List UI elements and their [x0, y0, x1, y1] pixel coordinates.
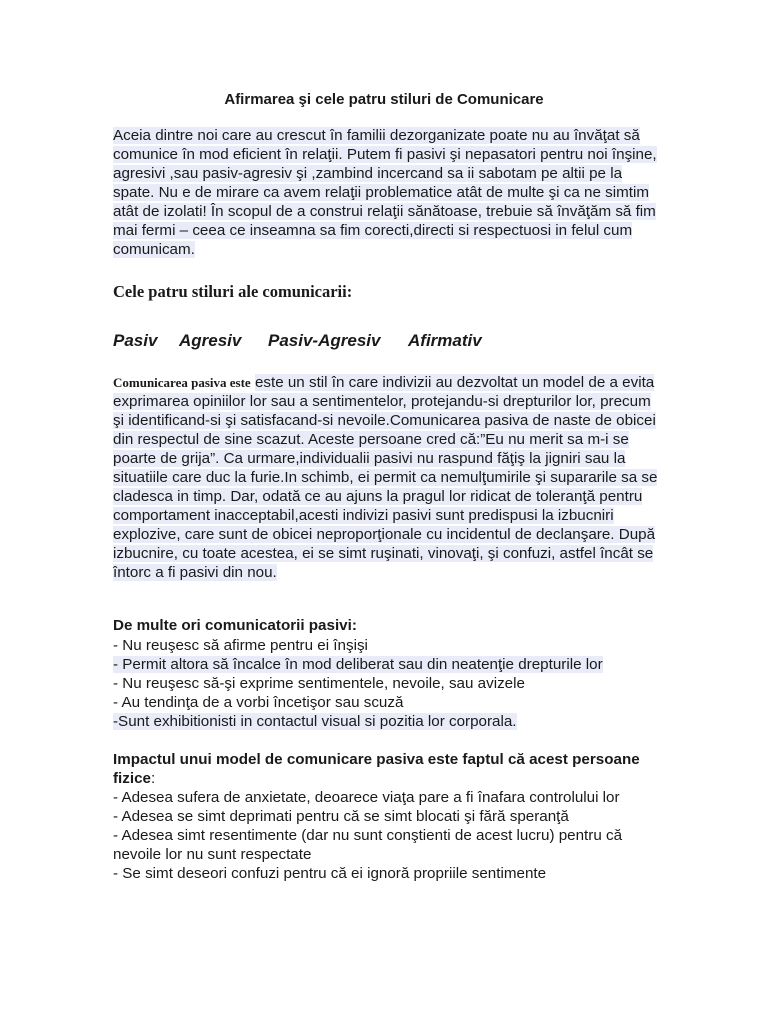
styles-heading: Cele patru stiluri ale comunicarii: — [113, 282, 353, 301]
style-aggressive: Agresiv — [179, 331, 242, 350]
list-item: - Adesea se simt deprimati pentru că se simt blocati şi fără speranţă — [113, 808, 569, 825]
passive-lead: Comunicarea pasiva este — [113, 375, 251, 390]
list-item: - Nu reuşesc să afirme pentru ei înşişi — [113, 637, 368, 654]
style-passive-aggressive: Pasiv-Agresiv — [268, 331, 381, 350]
list-item-text: -Sunt exhibitionisti in contactul visual si pozitia lor corporala. — [113, 713, 517, 730]
list-item: - Nu reuşesc să-şi exprime sentimentele, nevoile, sau avizele — [113, 675, 525, 692]
impact-heading — [113, 750, 658, 788]
intro-paragraph-text: Aceia dintre noi care au crescut în familii dezorganizate poate nu au învăţat să comunice în mod eficient în relaţii. Putem fi pasivi şi nepasatori pentru noi înşine, agresivi ,sau pasiv-agresiv şi ,zambind incercand sa ii sabotam pe altii pe la spate. Nu e de mirare ca avem relaţii problematice atât de multe şi ca ne simtim atât de izolati! În scopul de a construi relaţii sănătoase, trebuie să învăţăm să fim mai fermi – ceea ce inseamna sa fim corecti,directi si respectuosi in felul cum comunicam. — [113, 127, 657, 258]
styles-row — [113, 331, 482, 351]
impact-list — [113, 788, 633, 883]
style-passive: Pasiv — [113, 331, 158, 350]
list-item-text: - Permit altora să încalce în mod deliberat sau din neatenţie drepturile lor — [113, 656, 603, 673]
intro-paragraph — [113, 126, 658, 259]
list-item: - Adesea sufera de anxietate, deoarece viaţa pare a fi înafara controlului lor — [113, 789, 620, 806]
passive-paragraph-text: este un stil în care indivizii au dezvoltat un model de a evita exprimarea opiniilor lor sau a sentimentelor, protejandu-si drepturilor lor, precum şi identificand-si şi satisfacand-si nevoile.Comunicarea pasiva de naste de obicei din respectul de sine scazut. Aceste persoane cred că:”Eu nu merit sa m-i se poarte de grija”. Ca urmare,individualii pasivi nu raspund făţiş la jigniri sau la situatiile care duc la furie.In schimb, ei permit ca nemulţumirile şi supararile sa se cladesca in timp. Dar, odată ce au ajuns la pragul lor ridicat de toleranţă pentru comportament inacceptabil,acesti indivizi pasivi sunt predispusi la izbucniri explozive, care sunt de obicei neproporţionale cu incidentul de declanşare. După izbucnire, cu toate acestea, ei se simt ruşinati, vinovaţi, şi confuzi, astfel încât se întorc a fi pasivi din nou. — [113, 374, 658, 581]
list-heading: De multe ori comunicatorii pasivi: — [113, 617, 357, 634]
list-item — [113, 712, 673, 731]
style-assertive: Afirmativ — [408, 331, 482, 350]
passive-traits-list — [113, 636, 673, 731]
impact-heading-text: Impactul unui model de comunicare pasiva este faptul că acest persoane fizice — [113, 751, 640, 787]
list-item: - Adesea simt resentimente (dar nu sunt conştienti de acest lucru) pentru că nevoile lor nu sunt respectate — [113, 827, 623, 863]
list-item — [113, 655, 673, 674]
passive-paragraph — [113, 373, 658, 582]
impact-heading-colon: : — [150, 770, 156, 787]
document-title: Afirmarea şi cele patru stiluri de Comunicare — [224, 91, 544, 108]
list-item: - Au tendinţa de a vorbi încetişor sau scuză — [113, 694, 404, 711]
list-item: - Se simt deseori confuzi pentru că ei ignoră propriile sentimente — [113, 865, 547, 882]
